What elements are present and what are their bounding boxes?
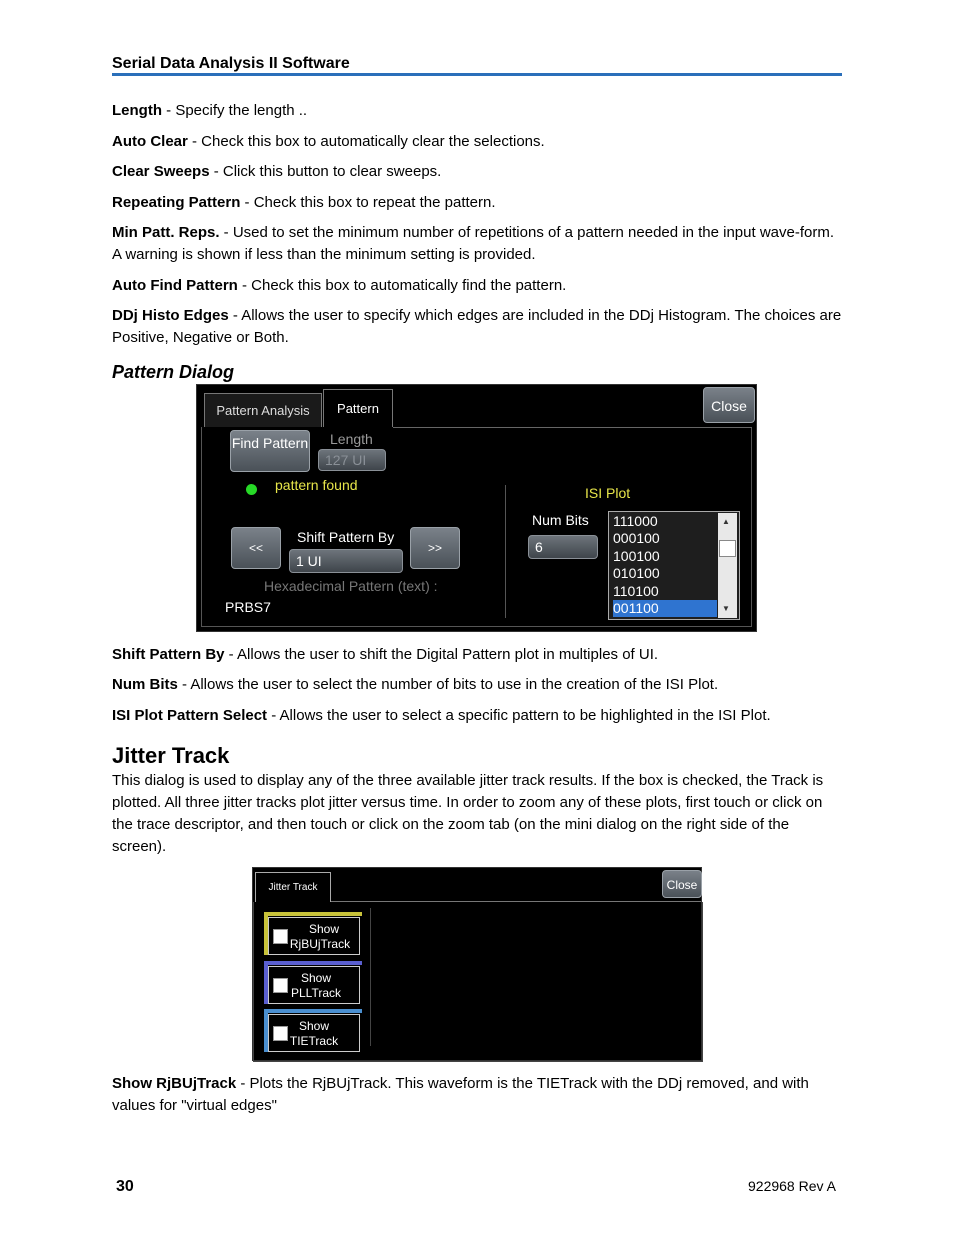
show-plltrack-toggle[interactable] (268, 966, 360, 1004)
scroll-thumb[interactable] (719, 540, 736, 557)
track-color-bar (264, 1009, 362, 1013)
isi-pattern-list[interactable] (608, 511, 740, 620)
definition-desc: - Allows the user to shift the Digital Pattern plot in multiples of UI. (224, 646, 659, 663)
num-bits-field[interactable]: 6 (528, 535, 598, 559)
definition-desc: - Allows the user to select the number of bits to use in the creation of the ISI Plot. (177, 676, 719, 693)
list-item[interactable]: 110100 (613, 583, 659, 599)
pattern-dialog (196, 384, 757, 632)
definition-ddj-histo-edges (112, 305, 842, 349)
num-bits-label: Num Bits (532, 512, 589, 528)
list-item[interactable]: 000100 (613, 530, 660, 546)
definition-desc: - Plots the RjBUjTrack. This waveform is the TIETrack with the DDj removed, and with values for "virtual edges" (112, 1075, 809, 1114)
list-item-selected[interactable]: 001100 (613, 600, 717, 617)
definition-desc: - Used to set the minimum number of repetitions of a pattern needed in the input wave-form. A warning is shown if less than the minimum setting is provided. (112, 224, 834, 263)
definition-term: Auto Clear (112, 133, 188, 150)
list-item[interactable]: 100100 (613, 548, 660, 564)
definition-show-rjbujtrack (112, 1073, 842, 1117)
running-header: Serial Data Analysis II Software (112, 55, 350, 72)
toggle-line2: TIETrack (289, 1034, 339, 1048)
shift-pattern-field[interactable]: 1 UI (289, 549, 403, 573)
toggle-line1: Show (300, 971, 332, 985)
definition-term: Num Bits (112, 676, 178, 693)
track-color-bar (264, 912, 362, 916)
tab-pattern[interactable]: Pattern (323, 389, 393, 427)
toggle-line1: Show (298, 1019, 330, 1033)
isi-plot-label: ISI Plot (585, 485, 631, 501)
section-divider (505, 485, 506, 618)
close-button[interactable]: Close (662, 870, 702, 898)
definition-term: Auto Find Pattern (112, 277, 238, 294)
definition-term: Min Patt. Reps. (112, 224, 220, 241)
definition-desc: - Allows the user to select a specific pattern to be highlighted in the ISI Plot. (267, 707, 771, 724)
jitter-track-heading: Jitter Track (112, 743, 230, 768)
show-tietrack-toggle[interactable] (268, 1014, 360, 1052)
definition-term: ISI Plot Pattern Select (112, 707, 268, 724)
document-revision: 922968 Rev A (748, 1178, 836, 1194)
pattern-dialog-heading: Pattern Dialog (112, 362, 235, 382)
jitter-track-dialog (252, 867, 702, 1061)
definition-term: Show RjBUjTrack (112, 1075, 237, 1092)
tab-jitter-track[interactable]: Jitter Track (255, 872, 331, 902)
definition-desc: - Check this box to automatically find the pattern. (237, 277, 567, 294)
jitter-intro-paragraph: This dialog is used to display any of the three available jitter track results. If the box is checked, the Track is plotted. All three jitter tracks plot jitter versus time. In order to zoom any of these plots, first touch or click on the trace descriptor, and then touch or click on the zoom tab (on the mini dialog on the right side of the screen). (112, 772, 824, 855)
definition-length (112, 100, 842, 122)
hex-pattern-value: PRBS7 (225, 599, 271, 615)
definition-isi-plot-pattern-select (112, 705, 842, 727)
show-rjbujtrack-toggle[interactable] (268, 917, 360, 955)
tab-pattern-analysis[interactable]: Pattern Analysis (204, 393, 322, 427)
status-indicator-icon (246, 484, 257, 495)
pattern-status-text: pattern found (275, 477, 358, 493)
definition-term: Length (112, 102, 162, 119)
definition-desc: - Click this button to clear sweeps. (209, 163, 442, 180)
definition-term: Repeating Pattern (112, 194, 241, 211)
list-item[interactable]: 010100 (613, 565, 660, 581)
definition-desc: - Check this box to repeat the pattern. (240, 194, 496, 211)
close-button[interactable]: Close (703, 387, 755, 423)
definition-term: Clear Sweeps (112, 163, 210, 180)
shift-pattern-label: Shift Pattern By (297, 529, 395, 545)
page-number: 30 (116, 1178, 134, 1195)
toggle-line2: RjBUjTrack (289, 937, 351, 951)
definition-auto-find-pattern (112, 275, 842, 297)
definition-term: Shift Pattern By (112, 646, 225, 663)
definition-desc: - Specify the length .. (162, 102, 308, 119)
find-pattern-button[interactable]: Find Pattern (230, 430, 310, 472)
list-scrollbar[interactable] (718, 513, 737, 618)
definition-desc: - Check this box to automatically clear the selections. (187, 133, 545, 150)
shift-left-button[interactable]: << (231, 527, 281, 569)
header-rule (112, 73, 842, 76)
length-field: 127 UI (318, 449, 386, 471)
toggle-line1: Show (308, 922, 340, 936)
checkbox[interactable] (273, 929, 288, 944)
scroll-down-icon[interactable]: ▼ (722, 604, 730, 613)
definition-desc: - Allows the user to specify which edges are included in the DDj Histogram. The choices are Positive, Negative or Both. (112, 307, 842, 346)
list-item[interactable]: 111000 (613, 513, 658, 529)
definition-term: DDj Histo Edges (112, 307, 229, 324)
toggle-line2: PLLTrack (290, 986, 341, 1000)
tab-divider (393, 427, 752, 428)
definition-auto-clear (112, 131, 842, 153)
definition-repeating-pattern (112, 192, 842, 214)
scroll-up-icon[interactable]: ▲ (722, 517, 730, 526)
length-label: Length (330, 431, 373, 447)
definition-shift-pattern-by (112, 644, 842, 666)
definition-num-bits (112, 674, 842, 696)
shift-right-button[interactable]: >> (410, 527, 460, 569)
definition-clear-sweeps (112, 161, 842, 183)
definition-min-patt-reps (112, 222, 842, 266)
section-divider (370, 908, 371, 1046)
hex-pattern-label: Hexadecimal Pattern (text) : (264, 578, 438, 594)
track-color-bar (264, 961, 362, 965)
